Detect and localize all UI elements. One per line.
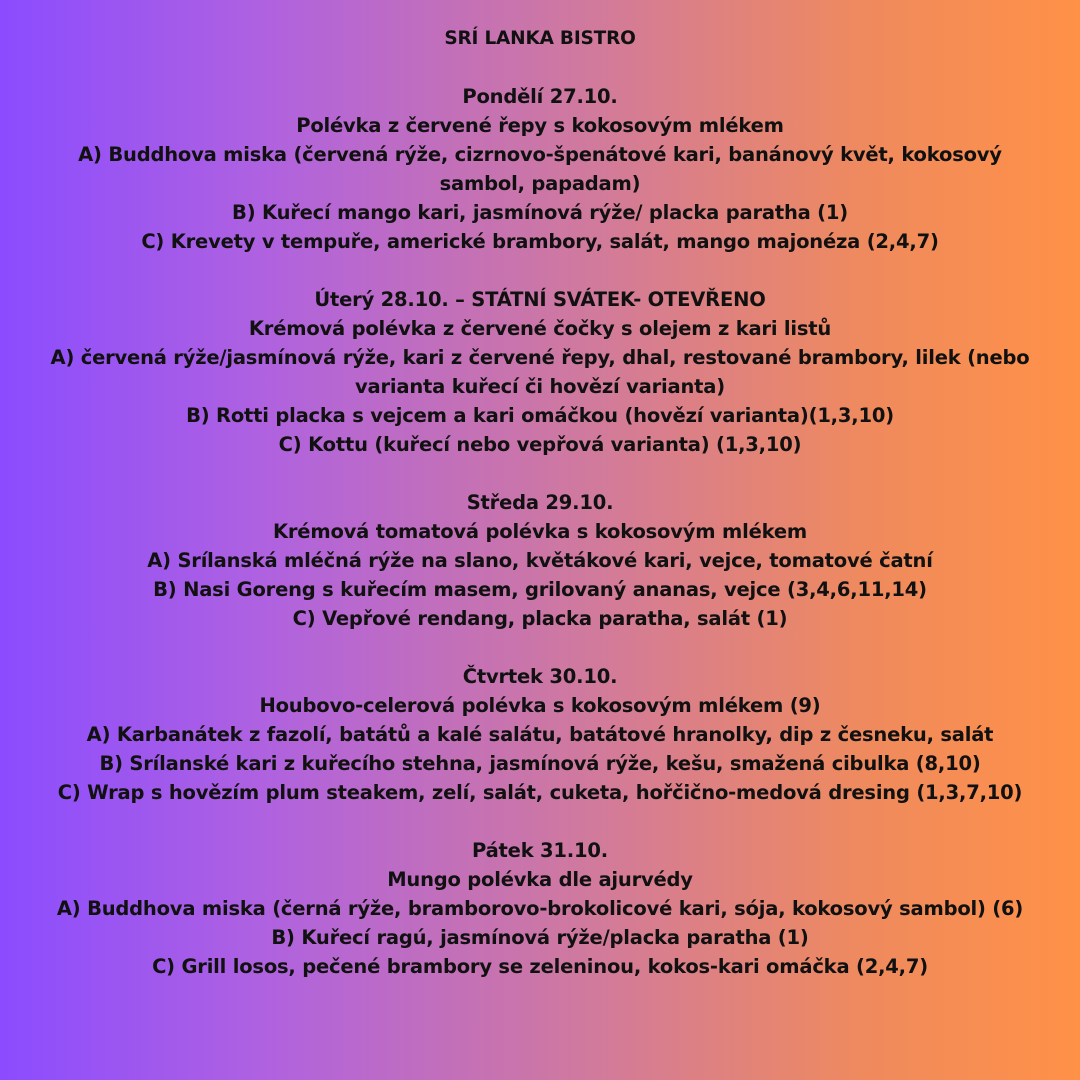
day-section xyxy=(0,488,1080,633)
spacer xyxy=(0,53,1080,82)
menu-line: C) Grill losos, pečené brambory se zeleninou, kokos-kari omáčka (2,4,7) xyxy=(152,955,928,978)
menu-line: sambol, papadam) xyxy=(439,172,641,195)
menu-line: Mungo polévka dle ajurvédy xyxy=(387,868,693,891)
day-section xyxy=(0,836,1080,981)
day-section xyxy=(0,662,1080,807)
menu-line: B) Nasi Goreng s kuřecím masem, grilovaný ananas, vejce (3,4,6,11,14) xyxy=(153,578,927,601)
menu-line: B) Kuřecí ragú, jasmínová rýže/placka paratha (1) xyxy=(271,926,809,949)
day-heading: Úterý 28.10. – STÁTNÍ SVÁTEK- OTEVŘENO xyxy=(314,288,766,311)
menu-line: A) Buddhova miska (červená rýže, cizrnovo-špenátové kari, banánový květ, kokosový xyxy=(78,143,1002,166)
menu-line: Polévka z červené řepy s kokosovým mlékem xyxy=(296,114,784,137)
day-section xyxy=(0,82,1080,256)
menu-line: C) Kottu (kuřecí nebo vepřová varianta) (1,3,10) xyxy=(278,433,802,456)
restaurant-title: SRÍ LANKA BISTRO xyxy=(444,28,636,49)
menu-line: B) Srílanské kari z kuřecího stehna, jasmínová rýže, kešu, smažená cibulka (8,10) xyxy=(99,752,981,775)
day-heading: Pátek 31.10. xyxy=(472,839,608,862)
day-section xyxy=(0,285,1080,459)
menu-line: varianta kuřecí či hovězí varianta) xyxy=(355,375,725,398)
menu-line: B) Rotti placka s vejcem a kari omáčkou (hovězí varianta)(1,3,10) xyxy=(186,404,894,427)
day-heading: Pondělí 27.10. xyxy=(462,85,618,108)
days-list xyxy=(0,82,1080,981)
menu-board xyxy=(0,24,1080,1010)
menu-line: Houbovo-celerová polévka s kokosovým mlékem (9) xyxy=(259,694,821,717)
menu-line: A) červená rýže/jasmínová rýže, kari z červené řepy, dhal, restované brambory, lilek (nebo xyxy=(50,346,1030,369)
menu-line: A) Srílanská mléčná rýže na slano, květákové kari, vejce, tomatové čatní xyxy=(147,549,933,572)
menu-line: C) Wrap s hovězím plum steakem, zelí, salát, cuketa, hořčično-medová dresing (1,3,7,10) xyxy=(57,781,1023,804)
day-heading: Středa 29.10. xyxy=(466,491,614,514)
menu-line: B) Kuřecí mango kari, jasmínová rýže/ placka paratha (1) xyxy=(232,201,848,224)
menu-line: C) Vepřové rendang, placka paratha, salát (1) xyxy=(292,607,788,630)
day-heading: Čtvrtek 30.10. xyxy=(462,665,618,688)
menu-line: C) Krevety v tempuře, americké brambory, salát, mango majonéza (2,4,7) xyxy=(141,230,939,253)
menu-line: A) Buddhova miska (černá rýže, bramborovo-brokolicové kari, sója, kokosový sambol) (6) xyxy=(56,897,1024,920)
menu-line: A) Karbanátek z fazolí, batátů a kalé salátu, batátové hranolky, dip z česneku, salát xyxy=(86,723,994,746)
menu-line: Krémová tomatová polévka s kokosovým mlékem xyxy=(272,520,808,543)
menu-line: Krémová polévka z červené čočky s olejem z kari listů xyxy=(248,317,832,340)
